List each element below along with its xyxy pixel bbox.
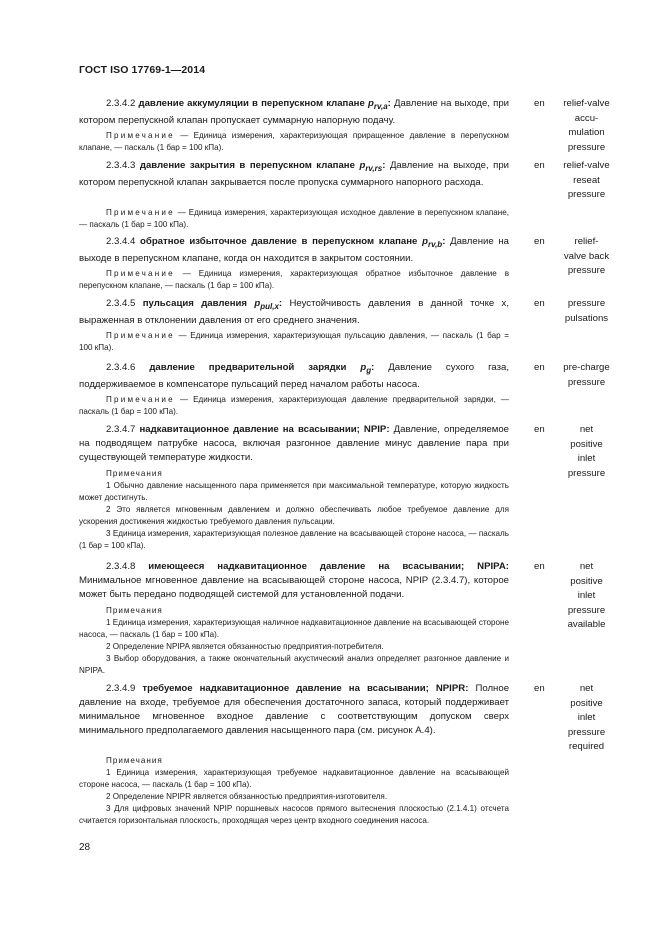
note-item: 3 Для цифровых значений NPIP поршневых насосов прямого вытеснения плоскостью (2.1.4.1) отсчета считается горизонтальная плоскость, проходящая через центр входного соединения насоса. — [79, 804, 509, 825]
english-equivalent: pre-charge pressure — [563, 362, 610, 388]
notes-heading: Примечания — [106, 469, 163, 478]
term-definition: 2.3.4.9 требуемое надкавитационное давление на всасывании; NPIPR: Полное давление на входе, требуемое для обеспечения достаточного запаса, который поддерживает минимальное мгновенное входное давление с соответствующим допуском сверх минимального предполагаемого давления насыщенного пара (см. рисунок А.4). — [79, 683, 510, 736]
term-definition: 2.3.4.5 пульсация давления $p_{pul,x}$: Неустойчивость давления в данной точке x, выраженная в отклонении давления от его среднего значения. — [79, 298, 510, 326]
note: Примечание — Единица измерения, характеризующая пульсацию давления, — паскаль (1 бар = 100 кПа). — [79, 331, 509, 352]
term-definition: 2.3.4.6 давление предварительной зарядки $p_g$: Давление сухого газа, поддерживаемое в компенсаторе пульсаций перед началом работы насоса. — [79, 362, 510, 390]
note-item: 3 Единица измерения, характеризующая полезное давление на всасывающей стороне насоса, — паскаль (1 бар = 100 кПа). — [79, 529, 509, 550]
english-equivalent: relief- valve back pressure — [563, 236, 610, 276]
term-definition: 2.3.4.8 имеющееся надкавитационное давление на всасывании; NPIPA: Минимальное мгновенное давление на всасывающей стороне насоса, NPIP (2.3.4.7), которое может быть передано подводящей системой для установленной подачи. — [79, 561, 509, 600]
page-number: 28 — [79, 842, 91, 853]
language-code: en — [534, 561, 545, 572]
document-header: ГОСТ ISO 17769-1—2014 — [79, 64, 206, 76]
note-item: 1 Обычно давление насыщенного пара применяется при максимальной температуре, которую жидкость может достигнуть. — [79, 481, 509, 502]
note: Примечание — Единица измерения, характеризующая давление предварительной зарядки, — паскаль (1 бар = 100 кПа). — [79, 395, 510, 416]
english-equivalent: relief-valve accu- mulation pressure — [563, 98, 610, 153]
note-item: 1 Единица измерения, характеризующая требуемое надкавитационное давление на всасывающей стороне насоса, — паскаль (1 бар = 100 кПа). — [79, 768, 509, 789]
note-item: 3 Выбор оборудования, а также окончательный акустический анализ определяет разгонное давление и NPIPA. — [79, 654, 509, 675]
english-equivalent: pressure pulsations — [564, 298, 609, 324]
english-equivalent: net positive inlet pressure available — [567, 561, 606, 630]
language-code: en — [534, 298, 545, 309]
language-code: en — [534, 236, 545, 247]
english-equivalent: relief-valve reseat pressure — [563, 160, 610, 200]
language-code: en — [534, 160, 545, 171]
note-item: 2 Определение NPIPR является обязанностью предприятия-изготовителя. — [106, 792, 388, 801]
term-name: обратное избыточное давление в перепускном клапане — [140, 236, 418, 247]
notes-heading: Примечания — [106, 756, 163, 765]
notes-heading: Примечания — [106, 606, 163, 615]
term-name: давление предварительной зарядки — [149, 362, 347, 373]
note-item: 2 Это является мгновенным давлением и должно обеспечивать любое требуемое давление для ускорения достижения жидкостью требуемого давления пульсации. — [79, 505, 509, 526]
language-code: en — [534, 683, 545, 694]
language-code: en — [534, 362, 545, 373]
note: Примечание — Единица измерения, характеризующая исходное давление в перепускном клапане, — паскаль (1 бар = 100 кПа). — [79, 208, 509, 229]
term-name: требуемое надкавитационное давление на всасывании; NPIPR — [142, 683, 466, 694]
english-equivalent: net positive inlet pressure required — [567, 683, 606, 752]
note: Примечание — Единица измерения, характеризующая приращенное давление в перепускном клапане, — паскаль (1 бар = 100 кПа). — [79, 131, 510, 152]
term-name: давление аккумуляции в перепускном клапане — [138, 98, 365, 109]
term-name: пульсация давления — [142, 298, 247, 309]
term-definition: 2.3.4.3 давление закрытия в перепускном клапане $p_{rv,rs}$: Давление на выходе, при котором перепускной клапан закрывается после пропуска суммарного напорного расхода. — [79, 160, 510, 188]
term-definition: 2.3.4.2 давление аккумуляции в перепускном клапане $p_{rv,a}$: Давление на выходе, при котором перепускной клапан пропускает суммарную напорную подачу. — [79, 98, 510, 126]
note-item: 1 Единица измерения, характеризующая наличное надкавитационное давление на всасывающей стороне насоса, — паскаль (1 бар = 100 кПа). — [79, 618, 509, 639]
note: Примечание — Единица измерения, характеризующая обратное избыточное давление в перепускном клапане, — паскаль (1 бар = 100 кПа). — [79, 269, 509, 290]
language-code: en — [534, 424, 545, 435]
term-definition: 2.3.4.7 надкавитационное давление на всасывании; NPIP: Давление, определяемое на подводящем патрубке насоса, включая разгонное давление минус давление пара при существующей температуре жидкости. — [79, 424, 510, 463]
notes-block — [79, 468, 509, 552]
note-item: 2 Определение NPIPA является обязанностью предприятия-потребителя. — [106, 642, 384, 651]
notes-block — [79, 755, 509, 827]
english-equivalent: net positive inlet pressure — [567, 424, 606, 479]
term-name: давление закрытия в перепускном клапане — [139, 160, 355, 171]
term-name: имеющееся надкавитационное давление на всасывании; NPIPA — [148, 561, 506, 572]
term-definition: 2.3.4.4 обратное избыточное давление в перепускном клапане $p_{rv,b}$: Давление на выходе в перепускном клапане, когда он находится в закрытом состоянии. — [79, 236, 510, 264]
language-code: en — [534, 98, 545, 109]
term-name: надкавитационное давление на всасывании; NPIP — [139, 424, 387, 435]
notes-block — [79, 605, 509, 677]
